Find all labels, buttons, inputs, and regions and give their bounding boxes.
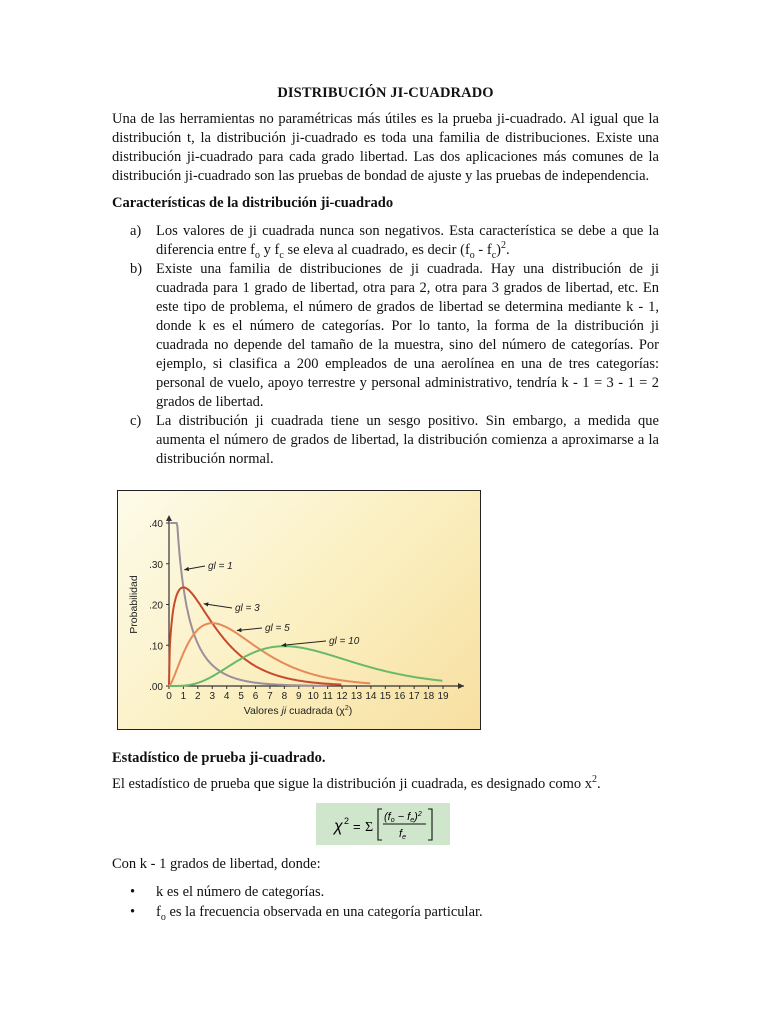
x-tick-label: 13 bbox=[350, 691, 363, 702]
annotation-label: gl = 10 bbox=[329, 636, 360, 647]
superscript: 2 bbox=[591, 774, 597, 786]
formula-numerator: (fo − fe)$^2$ bbox=[384, 811, 422, 824]
series-line bbox=[169, 646, 442, 686]
formula-svg bbox=[316, 803, 450, 845]
chi-square-chart bbox=[117, 490, 481, 730]
section-heading-characteristics: Características de la distribución ji-cuadrado bbox=[112, 195, 394, 211]
x-tick-label: 11 bbox=[322, 691, 333, 702]
list-marker: c) bbox=[130, 413, 142, 429]
list-item bbox=[112, 260, 659, 412]
item-text: Los valores de ji cuadrada nunca son negativos. Esta característica se debe a que la diferencia entre f bbox=[156, 223, 659, 258]
definitions-list bbox=[112, 883, 672, 922]
item-text: se eleva al cuadrado, es decir (f bbox=[283, 242, 470, 258]
item-text: La distribución ji cuadrada tiene un sesgo positivo. Sin embargo, a medida que aumenta el número de grados de libertad, la distribución comienza a aproximarse a la distribución normal. bbox=[156, 413, 659, 467]
x-tick-label: 7 bbox=[267, 691, 273, 702]
list-marker: b) bbox=[130, 261, 143, 277]
x-tick-label: 3 bbox=[209, 691, 216, 702]
list-item bbox=[112, 412, 659, 469]
y-tick-label: .30 bbox=[149, 559, 163, 571]
characteristics-list bbox=[112, 222, 659, 469]
y-axis-label: Probabilidad bbox=[128, 575, 140, 634]
x-axis-arrow-icon bbox=[458, 683, 464, 689]
item-text: Existe una familia de distribuciones de ji cuadrada. Hay una distribución de ji cuadrada para 1 grado de libertad, otra para 2, otra para 3 grados de libertad, etc. En este tipo de problema, el número de grados de libertad se determina mediante k - 1, donde k es el número de categorías. Por lo tanto, la forma de la distribución ji cuadrada no depende del tamaño de la muestra, sino del número de categorías. Por ejemplo, si clasifica a 200 empleados de una aerolínea en una de tres categorías: personal de vuelo, apoyo terrestre y personal administrativo, tendría k - 1 = 3 - 1 = 2 grados de libertad. bbox=[156, 261, 659, 410]
item-text: y f bbox=[260, 242, 280, 258]
list-item bbox=[112, 903, 672, 923]
x-tick-label: 0 bbox=[166, 691, 172, 702]
chart-svg bbox=[118, 491, 480, 729]
annotation-label: gl = 3 bbox=[235, 603, 260, 614]
subscript: c bbox=[491, 249, 497, 261]
x-tick-label: 19 bbox=[437, 691, 449, 702]
x-tick-label: 17 bbox=[408, 691, 420, 702]
subscript: o bbox=[469, 249, 475, 261]
arrowhead-icon bbox=[204, 602, 209, 606]
section-heading-statistic: Estadístico de prueba ji-cuadrado. bbox=[112, 750, 326, 766]
desc-text: . bbox=[596, 776, 601, 792]
x-tick-label: 18 bbox=[423, 691, 435, 702]
y-axis-arrow-icon bbox=[166, 515, 172, 521]
x-tick-label: 1 bbox=[180, 691, 187, 702]
x-tick-label: 16 bbox=[394, 691, 406, 702]
annotation-arrow bbox=[282, 641, 326, 645]
arrowhead-icon bbox=[184, 567, 189, 571]
bullet-icon: • bbox=[130, 903, 136, 920]
document-body bbox=[112, 84, 659, 469]
subscript: o bbox=[255, 249, 261, 261]
statistic-description bbox=[112, 776, 672, 793]
item-text: . bbox=[506, 242, 510, 258]
annotation-label: gl = 5 bbox=[265, 623, 290, 634]
item-text: - f bbox=[474, 242, 492, 258]
formula-denominator: fe bbox=[399, 828, 406, 841]
formula-eq: = bbox=[353, 819, 361, 834]
intro-paragraph: Una de las herramientas no paramétricas más útiles es la prueba ji-cuadrado. Al igual que la distribución t, la distribución ji-cuadrado es toda una familia de distribuciones. Existe una distribución ji-cuadrado para cada grado libertad. Las dos aplicaciones más comunes de la distribución ji-cuadrado son las pruebas de bondad de ajuste y las pruebas de independencia. bbox=[112, 111, 659, 184]
x-tick-label: 9 bbox=[296, 691, 302, 702]
x-tick-label: 14 bbox=[365, 691, 377, 702]
x-tick-label: 15 bbox=[379, 691, 391, 702]
y-tick-label: .40 bbox=[149, 519, 163, 530]
subscript: c bbox=[279, 249, 284, 261]
item-text: f bbox=[156, 903, 161, 920]
x-tick-label: 10 bbox=[307, 691, 319, 702]
chi-square-formula bbox=[316, 803, 450, 845]
subscript: o bbox=[160, 911, 166, 923]
item-text: es la frecuencia observada en una categoría particular. bbox=[165, 903, 483, 920]
desc-text: El estadístico de prueba que sigue la distribución ji cuadrada, es designado como x bbox=[112, 776, 592, 792]
x-axis-label: Valores ji cuadrada $(\chi^2)$ bbox=[243, 705, 353, 717]
left-bracket bbox=[378, 809, 382, 840]
page-title: DISTRIBUCIÓN JI-CUADRADO bbox=[277, 85, 494, 101]
y-tick-label: .10 bbox=[149, 641, 163, 653]
x-tick-label: 12 bbox=[336, 691, 348, 702]
superscript: 2 bbox=[501, 240, 507, 252]
annotation-label: gl = 1 bbox=[208, 561, 233, 572]
right-bracket bbox=[428, 809, 432, 840]
x-tick-label: 5 bbox=[238, 691, 244, 702]
x-tick-label: 8 bbox=[281, 691, 288, 702]
item-text: k es el número de categorías. bbox=[156, 884, 325, 900]
formula-lhs: χ bbox=[334, 818, 343, 835]
list-item bbox=[112, 222, 659, 260]
formula-lhs-sup: 2 bbox=[344, 816, 350, 826]
formula-sigma: Σ bbox=[365, 820, 374, 835]
y-tick-label: .00 bbox=[149, 682, 163, 693]
x-tick-label: 6 bbox=[252, 691, 259, 702]
item-text: ) bbox=[496, 242, 502, 258]
x-tick-label: 2 bbox=[195, 691, 201, 702]
bullet-icon: • bbox=[130, 884, 136, 900]
list-item bbox=[112, 883, 672, 903]
list-marker: a) bbox=[130, 223, 142, 239]
y-tick-label: .20 bbox=[149, 600, 163, 612]
x-tick-label: 4 bbox=[223, 691, 230, 702]
degrees-of-freedom-text: Con k - 1 grados de libertad, donde: bbox=[112, 856, 321, 872]
